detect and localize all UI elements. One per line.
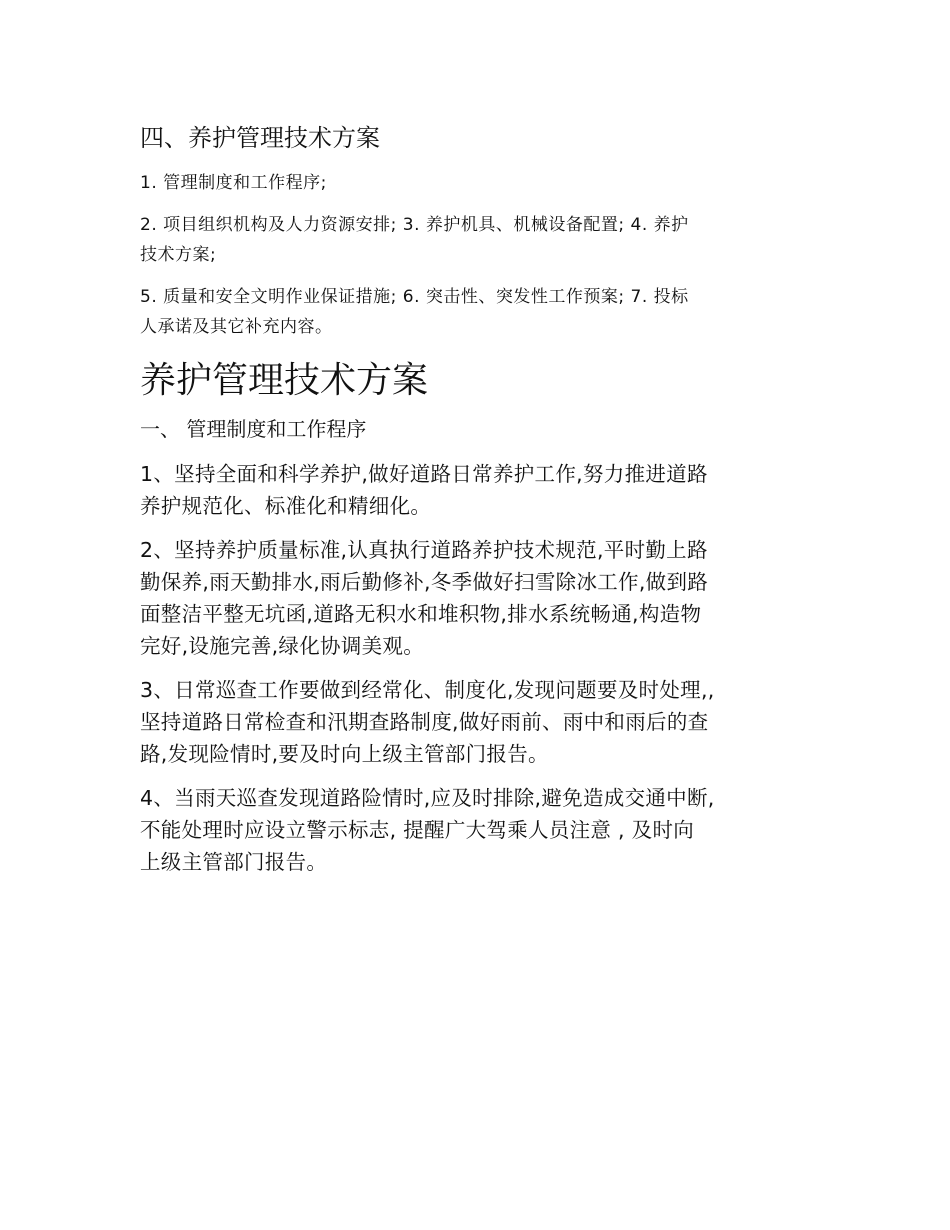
- toc-item-1: [140, 168, 820, 198]
- paragraph-2-line-4: 完好,设施完善,绿化协调美观。: [140, 634, 425, 658]
- toc-heading: 四、养护管理技术方案: [140, 124, 380, 152]
- paragraph-1: [140, 458, 820, 522]
- toc-item-3-line-2: 人承诺及其它补充内容。: [140, 317, 333, 337]
- paragraph-2-line-1: 2、坚持养护质量标准,认真执行道路养护技术规范,平时勤上路: [140, 538, 708, 562]
- paragraph-1-line-2: 养护规范化、标准化和精细化。: [140, 494, 432, 518]
- toc-item-3-line-1: 5. 质量和安全文明作业保证措施; 6. 突击性、突发性工作预案; 7. 投标: [140, 287, 689, 307]
- paragraph-3-line-3: 路,发现险情时,要及时向上级主管部门报告。: [140, 742, 549, 766]
- toc-item-1-line-1: 1. 管理制度和工作程序;: [140, 173, 327, 193]
- paragraph-4: [140, 782, 820, 878]
- paragraph-1-line-1: 1、坚持全面和科学养护,做好道路日常养护工作,努力推进道路: [140, 462, 708, 486]
- paragraph-2: [140, 534, 820, 662]
- main-title: 养护管理技术方案: [140, 360, 429, 401]
- paragraph-2-line-2: 勤保养,雨天勤排水,雨后勤修补,冬季做好扫雪除冰工作,做到路: [140, 570, 709, 594]
- paragraph-4-line-3: 上级主管部门报告。: [140, 850, 328, 874]
- toc-item-3: [140, 282, 820, 342]
- document-content: [140, 120, 820, 890]
- section-heading: 一、 管理制度和工作程序: [140, 417, 367, 441]
- toc-item-2-line-1: 2. 项目组织机构及人力资源安排; 3. 养护机具、机械设备配置; 4. 养护: [140, 215, 689, 235]
- paragraph-3-line-2: 坚持道路日常检查和汛期查路制度,做好雨前、雨中和雨后的查: [140, 710, 709, 734]
- paragraph-4-line-1: 4、当雨天巡查发现道路险情时,应及时排除,避免造成交通中断,: [140, 786, 715, 810]
- paragraph-3-line-1: 3、日常巡查工作要做到经常化、制度化,发现问题要及时处理,,: [140, 678, 715, 702]
- paragraph-3: [140, 674, 820, 770]
- toc-item-2-line-2: 技术方案;: [140, 245, 217, 265]
- paragraph-2-line-3: 面整洁平整无坑函,道路无积水和堆积物,排水系统畅通,构造物: [140, 602, 702, 626]
- toc-item-2: [140, 210, 820, 270]
- paragraph-4-line-2: 不能处理时应设立警示标志, 提醒广大驾乘人员注意 , 及时向: [140, 818, 695, 842]
